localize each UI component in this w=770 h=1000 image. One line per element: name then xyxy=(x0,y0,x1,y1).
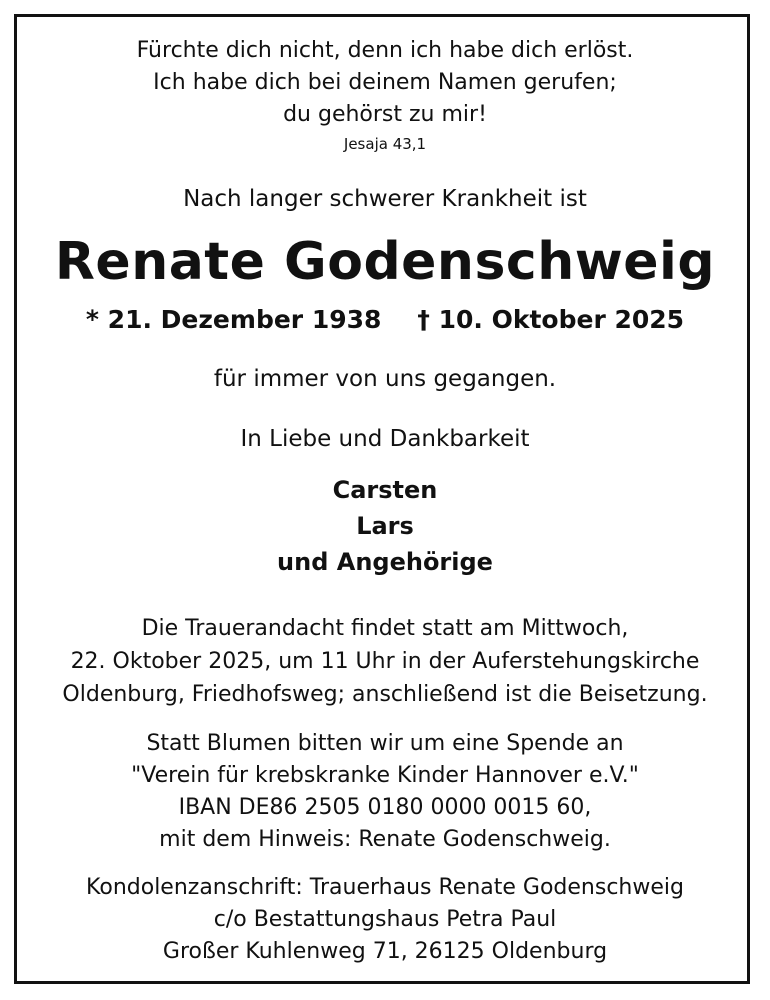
verse-line-1: Fürchte dich nicht, denn ich habe dich erlöst. xyxy=(136,38,634,63)
donation-line-1: Statt Blumen bitten wir um eine Spende an xyxy=(146,731,624,756)
service-line-1: Die Trauerandacht findet statt am Mittwoch, xyxy=(141,616,629,641)
deceased-name: Renate Godenschweig xyxy=(54,232,716,292)
mourner-3: und Angehörige xyxy=(277,548,493,576)
donation-line-3: IBAN DE86 2505 0180 0000 0015 60, xyxy=(178,795,592,820)
intro-text: Nach langer schwerer Krankheit ist xyxy=(183,186,587,212)
condolence-line-1: Kondolenzanschrift: Trauerhaus Renate Godenschweig xyxy=(86,875,684,900)
mourner-2: Lars xyxy=(356,512,414,540)
life-dates xyxy=(0,307,770,332)
verse-line-2: Ich habe dich bei deinem Namen gerufen; xyxy=(153,70,617,95)
verse-line-3: du gehörst zu mir! xyxy=(283,102,487,127)
service-line-3: Oldenburg, Friedhofsweg; anschließend ist die Beisetzung. xyxy=(62,682,708,707)
birth-date: * 21. Dezember 1938 xyxy=(85,305,382,334)
death-date: † 10. Oktober 2025 xyxy=(417,305,685,334)
mourner-1: Carsten xyxy=(332,476,438,504)
donation-line-2: "Verein für krebskranke Kinder Hannover e.V." xyxy=(131,763,639,788)
donation-line-4: mit dem Hinweis: Renate Godenschweig. xyxy=(159,827,611,852)
passing-text: für immer von uns gegangen. xyxy=(213,366,557,392)
verse-reference: Jesaja 43,1 xyxy=(343,135,427,153)
service-line-2: 22. Oktober 2025, um 11 Uhr in der Auferstehungskirche xyxy=(70,649,700,674)
condolence-line-3: Großer Kuhlenweg 71, 26125 Oldenburg xyxy=(162,939,608,964)
closing-text: In Liebe und Dankbarkeit xyxy=(240,426,530,452)
condolence-line-2: c/o Bestattungshaus Petra Paul xyxy=(213,907,557,932)
